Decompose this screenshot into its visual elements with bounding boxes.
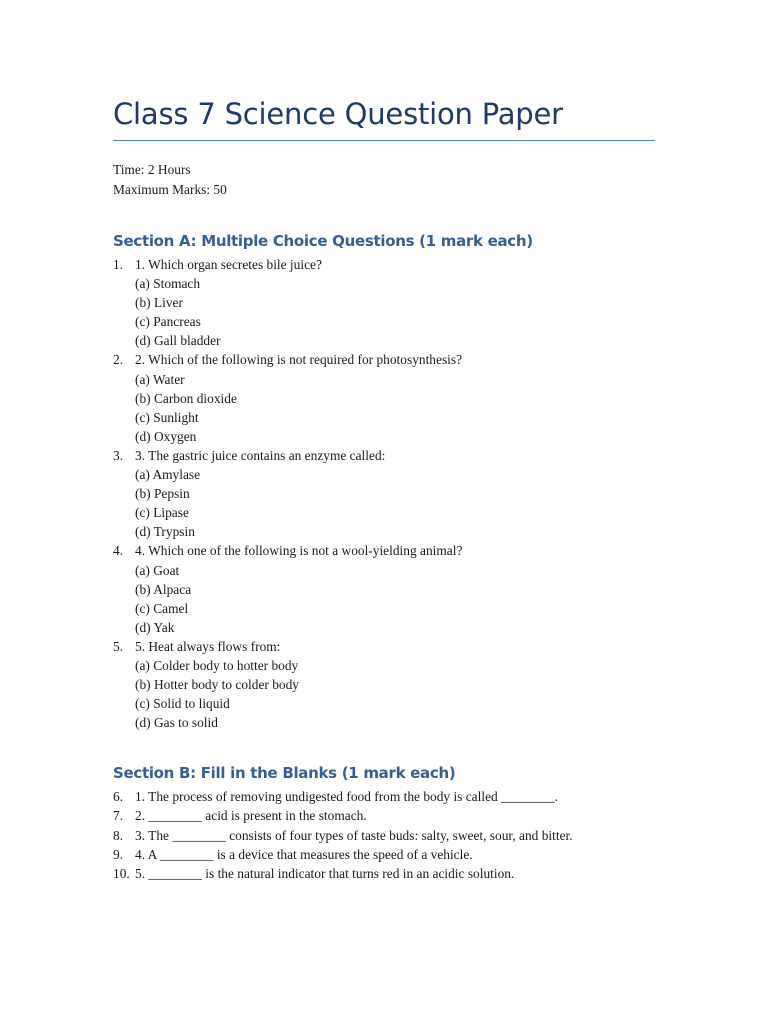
answer-option: (c) Sunlight — [135, 409, 199, 425]
exam-meta — [113, 160, 655, 199]
question-number: 10. — [113, 865, 130, 881]
question-text: 3. The ________ consists of four types of taste buds: salty, sweet, sour, and bitter. — [135, 827, 573, 843]
answer-option: (b) Hotter body to colder body — [135, 677, 299, 693]
answer-option: (a) Water — [135, 371, 185, 387]
answer-option: (a) Goat — [135, 562, 180, 578]
answer-option: (b) Pepsin — [135, 486, 190, 502]
question-item — [113, 845, 655, 864]
section-a-question-list — [113, 255, 655, 732]
answer-option: (c) Camel — [135, 600, 189, 616]
answer-option: (c) Pancreas — [135, 314, 201, 330]
question-number: 7. — [113, 808, 124, 824]
question-text: 2. ________ acid is present in the stomach. — [135, 808, 367, 824]
question-number: 9. — [113, 846, 124, 862]
question-item — [113, 637, 655, 732]
question-item — [113, 826, 655, 845]
question-text: 4. A ________ is a device that measures the speed of a vehicle. — [135, 846, 473, 862]
title-divider — [113, 140, 655, 141]
question-number: 2. — [113, 352, 124, 368]
question-number: 4. — [113, 543, 124, 559]
answer-option: (c) Lipase — [135, 505, 189, 521]
question-text: 1. Which organ secretes bile juice? — [135, 257, 322, 272]
answer-option: (d) Oxygen — [135, 428, 197, 444]
question-item — [113, 541, 655, 636]
answer-option: (d) Gall bladder — [135, 333, 221, 349]
answer-option: (c) Solid to liquid — [135, 696, 230, 712]
question-number: 5. — [113, 638, 124, 654]
question-text: 5. ________ is the natural indicator that turns red in an acidic solution. — [135, 865, 515, 881]
answer-option: (a) Colder body to hotter body — [135, 657, 299, 673]
question-number: 6. — [113, 789, 124, 805]
section-b-heading: Section B: Fill in the Blanks (1 mark each) — [113, 764, 456, 783]
question-text: 4. Which one of the following is not a wool-yielding animal? — [135, 543, 463, 559]
question-item — [113, 255, 655, 350]
question-text: 3. The gastric juice contains an enzyme called: — [135, 447, 386, 463]
answer-option: (d) Trypsin — [135, 524, 195, 540]
answer-option: (b) Liver — [135, 295, 183, 311]
answer-option: (b) Alpaca — [135, 581, 192, 597]
document-page — [113, 94, 655, 883]
answer-option: (b) Carbon dioxide — [135, 390, 237, 406]
question-text: 1. The process of removing undigested food from the body is called ________. — [135, 789, 558, 805]
answer-option: (d) Yak — [135, 619, 175, 635]
question-item — [113, 350, 655, 445]
question-number: 8. — [113, 827, 124, 843]
page-title: Class 7 Science Question Paper — [113, 97, 563, 131]
question-text: 2. Which of the following is not required for photosynthesis? — [135, 352, 463, 368]
question-item — [113, 864, 655, 883]
time-label: Time: 2 Hours — [113, 162, 191, 177]
question-item — [113, 787, 655, 806]
answer-option: (a) Amylase — [135, 467, 201, 483]
answer-option: (d) Gas to solid — [135, 715, 218, 731]
question-text: 5. Heat always flows from: — [135, 638, 281, 654]
question-number: 1. — [113, 257, 124, 272]
answer-option: (a) Stomach — [135, 276, 201, 292]
section-a-heading: Section A: Multiple Choice Questions (1 mark each) — [113, 232, 533, 250]
question-item — [113, 446, 655, 541]
question-item — [113, 806, 655, 825]
section-b-question-list — [113, 787, 655, 882]
max-marks-label: Maximum Marks: 50 — [113, 181, 227, 197]
question-number: 3. — [113, 447, 124, 463]
